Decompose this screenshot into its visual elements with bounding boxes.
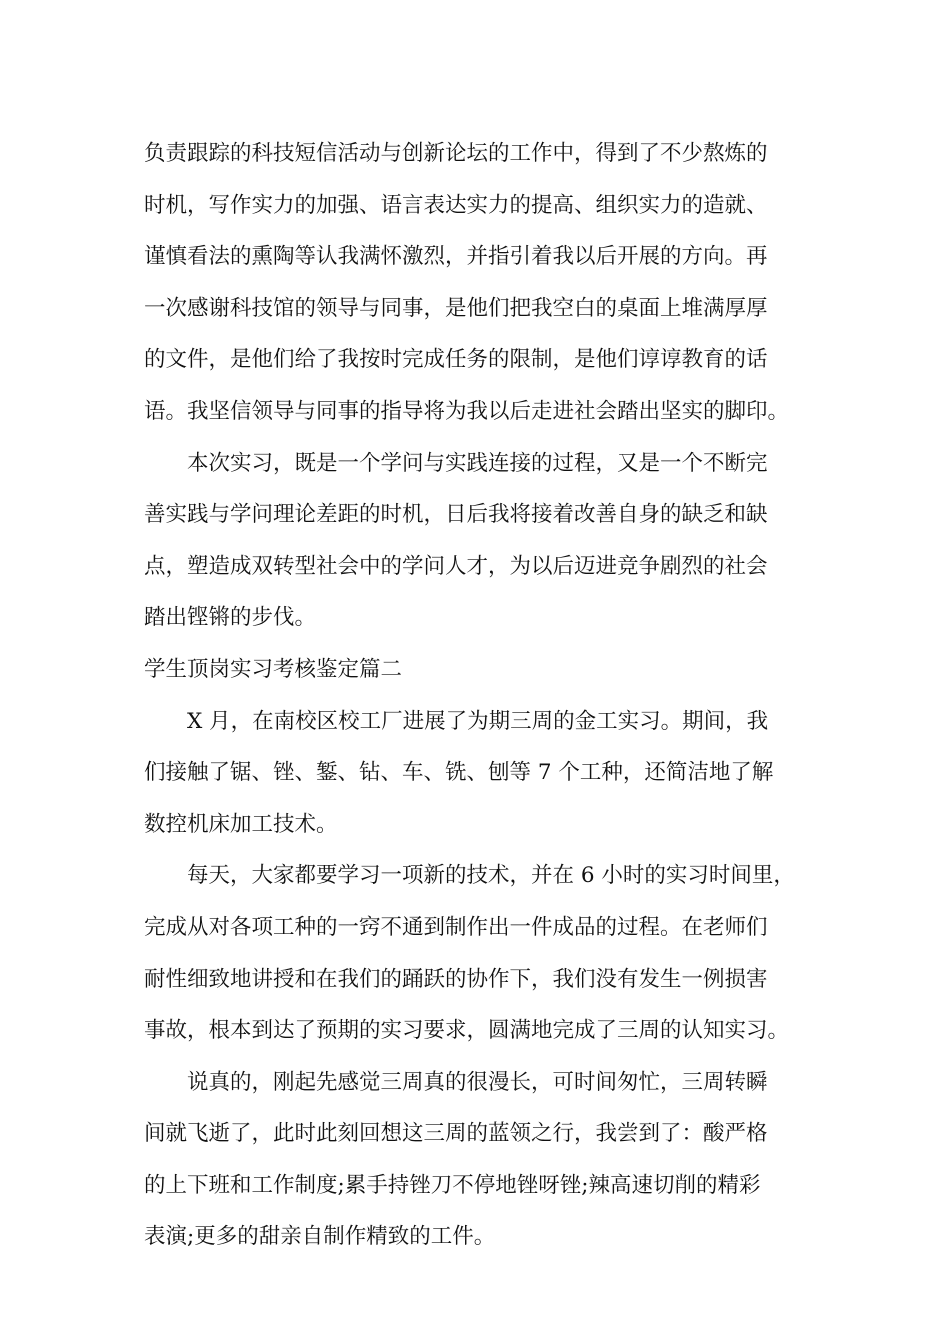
paragraph-line: 时机，写作实力的加强、语言表达实力的提高、组织实力的造就、 <box>144 192 768 218</box>
paragraph-4 <box>144 850 812 1056</box>
paragraph-line: 善实践与学问理论差距的时机，日后我将接着改善自身的缺乏和缺 <box>144 502 768 528</box>
paragraph-line: 的上下班和工作制度;累手持锉刀不停地锉呀锉;辣高速切削的精彩 <box>144 1172 761 1198</box>
paragraph-3 <box>144 696 812 851</box>
paragraph-line: 完成从对各项工种的一窍不通到制作出一件成品的过程。在老师们 <box>144 914 768 940</box>
paragraph-line: 耐性细致地讲授和在我们的踊跃的协作下，我们没有发生一例损害 <box>144 966 768 992</box>
paragraph-2 <box>144 438 812 644</box>
document-page <box>144 128 812 1263</box>
section-heading: 学生顶岗实习考核鉴定篇二 <box>144 656 403 682</box>
paragraph-line: 本次实习，既是一个学问与实践连接的过程，又是一个不断完 <box>187 450 768 476</box>
paragraph-line: 谨慎看法的熏陶等认我满怀激烈，并指引着我以后开展的方向。再 <box>144 244 768 270</box>
paragraph-line: 点，塑造成双转型社会中的学问人才，为以后迈进竞争剧烈的社会 <box>144 553 768 579</box>
paragraph-line: 事故，根本到达了预期的实习要求，圆满地完成了三周的认知实习。 <box>144 1018 790 1044</box>
paragraph-5 <box>144 1057 812 1263</box>
paragraph-line: 表演;更多的甜亲自制作精致的工件。 <box>144 1224 496 1250</box>
paragraph-line: 负责跟踪的科技短信活动与创新论坛的工作中，得到了不少熬炼的 <box>144 141 768 166</box>
paragraph-line: 踏出铿锵的步伐。 <box>144 605 317 631</box>
paragraph-line: 数控机床加工技术。 <box>144 811 338 837</box>
paragraph-line: 一次感谢科技馆的领导与同事，是他们把我空白的桌面上堆满厚厚 <box>144 295 768 321</box>
paragraph-line: 说真的，刚起先感觉三周真的很漫长，可时间匆忙，三周转瞬 <box>187 1069 768 1095</box>
paragraph-1 <box>144 128 812 438</box>
paragraph-line: 的文件，是他们给了我按时完成任务的限制，是他们谆谆教育的话 <box>144 347 768 373</box>
paragraph-line: 间就飞逝了，此时此刻回想这三周的蓝领之行，我尝到了：酸严格 <box>144 1121 768 1147</box>
paragraph-line: X 月，在南校区校工厂进展了为期三周的金工实习。期间，我 <box>187 708 769 734</box>
paragraph-line: 每天，大家都要学习一项新的技术，并在 6 小时的实习时间里， <box>187 863 795 889</box>
paragraph-line: 语。我坚信领导与同事的指导将为我以后走进社会踏出坚实的脚印。 <box>144 398 790 424</box>
paragraph-line: 们接触了锯、锉、錾、钻、车、铣、刨等 7 个工种，还简洁地了解 <box>144 760 774 786</box>
